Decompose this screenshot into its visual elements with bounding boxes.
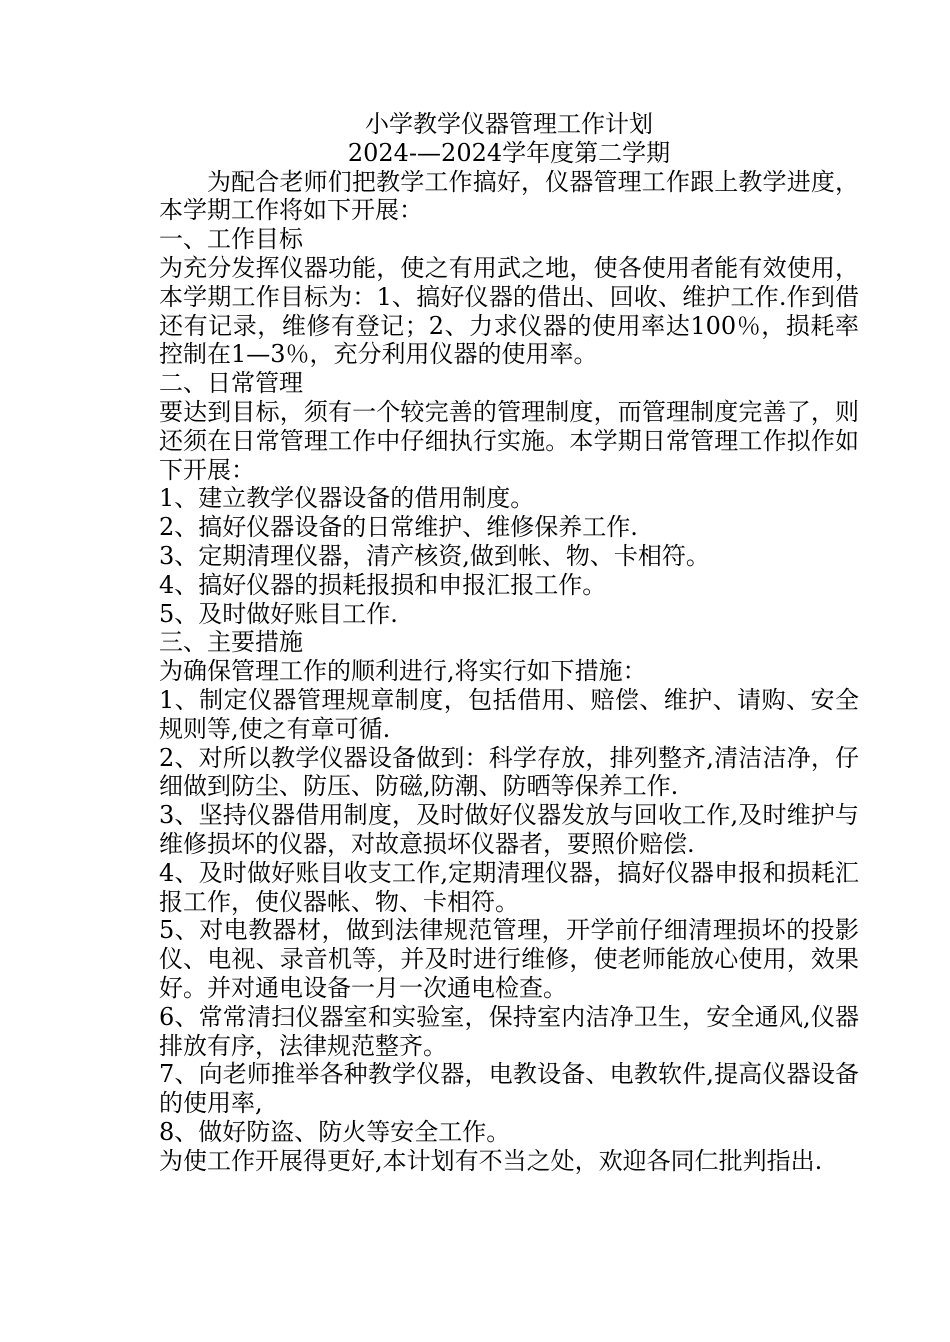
document-subtitle: 2024-—2024学年度第二学期 xyxy=(347,138,671,167)
document-title: 小学教学仪器管理工作计划 xyxy=(365,110,653,138)
list-item: 6、常常清扫仪器室和实验室，保持室内洁净卫生，安全通风,仪器排放有序，法律规范整齐。 xyxy=(159,1002,859,1060)
list-item: 5、对电教器材，做到法律规范管理，开学前仔细清理损坏的投影仪、电视、录音机等，并及时进行维修，使老师能放心使用，效果好。并对通电设备一月一次通电检查。 xyxy=(159,916,859,1002)
document-page xyxy=(159,110,859,1175)
paragraph: 为确保管理工作的顺利进行,将实行如下措施： xyxy=(159,657,647,686)
list-item: 4、及时做好账目收支工作,定期清理仪器，搞好仪器申报和损耗汇报工作，使仪器帐、物、卡相符。 xyxy=(159,858,859,916)
paragraph: 要达到目标，须有一个较完善的管理制度，而管理制度完善了，则还须在日常管理工作中仔细执行实施。本学期日常管理工作拟作如下开展： xyxy=(159,397,859,484)
section-heading-goals: 一、工作目标 xyxy=(159,225,303,254)
list-item: 2、对所以教学仪器设备做到：科学存放，排列整齐,清洁洁净，仔细做到防尘、防压、防磁,防潮、防晒等保养工作. xyxy=(159,743,859,801)
closing-paragraph: 为使工作开展得更好,本计划有不当之处，欢迎各同仁批判指出. xyxy=(159,1146,823,1175)
list-item: 8、做好防盗、防火等安全工作。 xyxy=(159,1117,511,1146)
list-item: 7、向老师推举各种教学仪器，电教设备、电教软件,提高仪器设备的使用率, xyxy=(159,1060,859,1118)
section-heading-measures: 三、主要措施 xyxy=(159,628,303,657)
list-item: 3、坚持仪器借用制度，及时做好仪器发放与回收工作,及时维护与维修损坏的仪器，对故意损坏仪器者，要照价赔偿. xyxy=(159,801,859,858)
paragraph: 为充分发挥仪器功能，使之有用武之地，使各使用者能有效使用，本学期工作目标为：1、搞好仪器的借出、回收、维护工作.作到借还有记录，维修有登记；2、力求仪器的使用率达100％，损耗率控制在1—3％，充分利用仪器的使用率。 xyxy=(159,253,859,369)
list-item: 5、及时做好账目工作. xyxy=(159,599,398,628)
list-item: 1、建立教学仪器设备的借用制度。 xyxy=(159,484,535,513)
list-item: 2、搞好仪器设备的日常维护、维修保养工作. xyxy=(159,513,638,542)
section-heading-daily-management: 二、日常管理 xyxy=(159,369,303,398)
list-item: 1、制定仪器管理规章制度，包括借用、赔偿、维护、请购、安全规则等,使之有章可循. xyxy=(159,685,859,743)
list-item: 4、搞好仪器的损耗报损和申报汇报工作。 xyxy=(159,570,607,599)
list-item: 3、定期清理仪器，清产核资,做到帐、物、卡相符。 xyxy=(159,541,710,570)
intro-paragraph: 为配合老师们把教学工作搞好，仪器管理工作跟上教学进度，本学期工作将如下开展： xyxy=(159,167,859,225)
